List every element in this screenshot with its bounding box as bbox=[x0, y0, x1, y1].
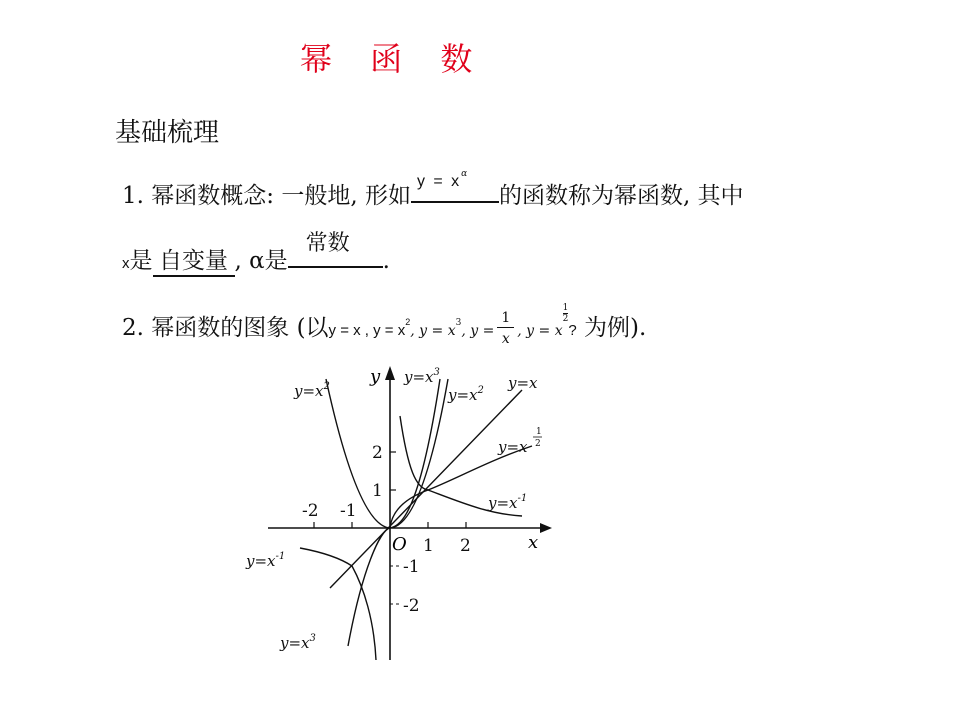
power-function-graph bbox=[240, 360, 570, 670]
func-exp-3: 3 bbox=[455, 318, 462, 328]
sqrt-exponent: $\frac{1}{2}$ bbox=[562, 303, 569, 324]
tick-y-2: 2 bbox=[372, 443, 383, 463]
item-1-continuation bbox=[122, 231, 390, 277]
func-list-3: , y = bbox=[461, 323, 495, 339]
item-1-blank bbox=[411, 169, 499, 203]
item-1-prefix: 1. 幂函数概念: 一般地, 形如 bbox=[122, 183, 411, 209]
blank-constant bbox=[288, 231, 383, 268]
label-x-inverse-right: $y=x^{-1}$ bbox=[488, 493, 528, 512]
is-label-1: 是 bbox=[129, 248, 153, 274]
label-x-half-num: 1 bbox=[536, 427, 542, 437]
separator: , bbox=[234, 248, 242, 274]
blank-constant-answer: 常数 bbox=[305, 231, 350, 256]
curve-x-half bbox=[390, 446, 532, 528]
tick-x-neg1: -1 bbox=[340, 501, 357, 521]
tick-y-1: 1 bbox=[372, 481, 383, 501]
func-list-2: , y = x bbox=[410, 323, 456, 339]
origin-label: O bbox=[392, 534, 407, 555]
func-list-1: y = x , y = x bbox=[328, 322, 406, 339]
question-mark: ? bbox=[568, 322, 577, 339]
label-x3-top: $y=x^3$ bbox=[404, 367, 440, 386]
tick-x-1: 1 bbox=[423, 536, 434, 556]
curve-x-cubed bbox=[348, 379, 440, 646]
label-x3-bottom: $y=x^3$ bbox=[280, 633, 316, 652]
x-axis-label: x bbox=[528, 532, 539, 553]
item-1-blank-answer: $y = x^\alpha$ bbox=[416, 169, 470, 190]
tick-x-2: 2 bbox=[460, 536, 471, 556]
alpha-symbol: α bbox=[249, 248, 265, 274]
blank-independent-variable: 自变量 bbox=[153, 242, 235, 277]
end-period: . bbox=[382, 248, 390, 274]
page-title: 幂 函 数 bbox=[300, 40, 487, 78]
label-x2-right: $y=x^2$ bbox=[448, 385, 484, 404]
y-axis-arrow bbox=[385, 366, 395, 380]
item-1-line bbox=[122, 169, 744, 210]
tick-y-neg1: -1 bbox=[403, 557, 420, 577]
label-x-inverse-left: $y=x^{-1}$ bbox=[246, 551, 286, 570]
reciprocal-fraction: $\frac{1}{x}$ bbox=[497, 309, 514, 350]
item-1-suffix: 的函数称为幂函数, 其中 bbox=[498, 183, 744, 209]
item-2-prefix: 2. 幂函数的图象 (以 bbox=[122, 315, 329, 341]
y-axis-label: y bbox=[370, 366, 381, 387]
x-axis-arrow bbox=[540, 523, 552, 533]
func-list-4: , y = x bbox=[517, 323, 563, 339]
label-y-equals-x: y=x bbox=[508, 374, 538, 392]
func-exp-2: 2 bbox=[405, 317, 411, 327]
item-2-suffix: 为例). bbox=[584, 315, 647, 341]
item-2-line bbox=[122, 303, 646, 350]
is-label-2: 是 bbox=[264, 248, 288, 274]
label-x-half-den: 2 bbox=[535, 439, 541, 449]
label-x-half: y=x bbox=[498, 438, 528, 456]
tick-x-neg2: -2 bbox=[302, 501, 319, 521]
label-x2-left: $y=x^2$ bbox=[294, 381, 330, 400]
tick-y-neg2: -2 bbox=[403, 596, 420, 616]
section-heading: 基础梳理 bbox=[115, 118, 220, 148]
item-1-blank-exp: α bbox=[461, 169, 470, 179]
var-x: x bbox=[122, 255, 130, 272]
